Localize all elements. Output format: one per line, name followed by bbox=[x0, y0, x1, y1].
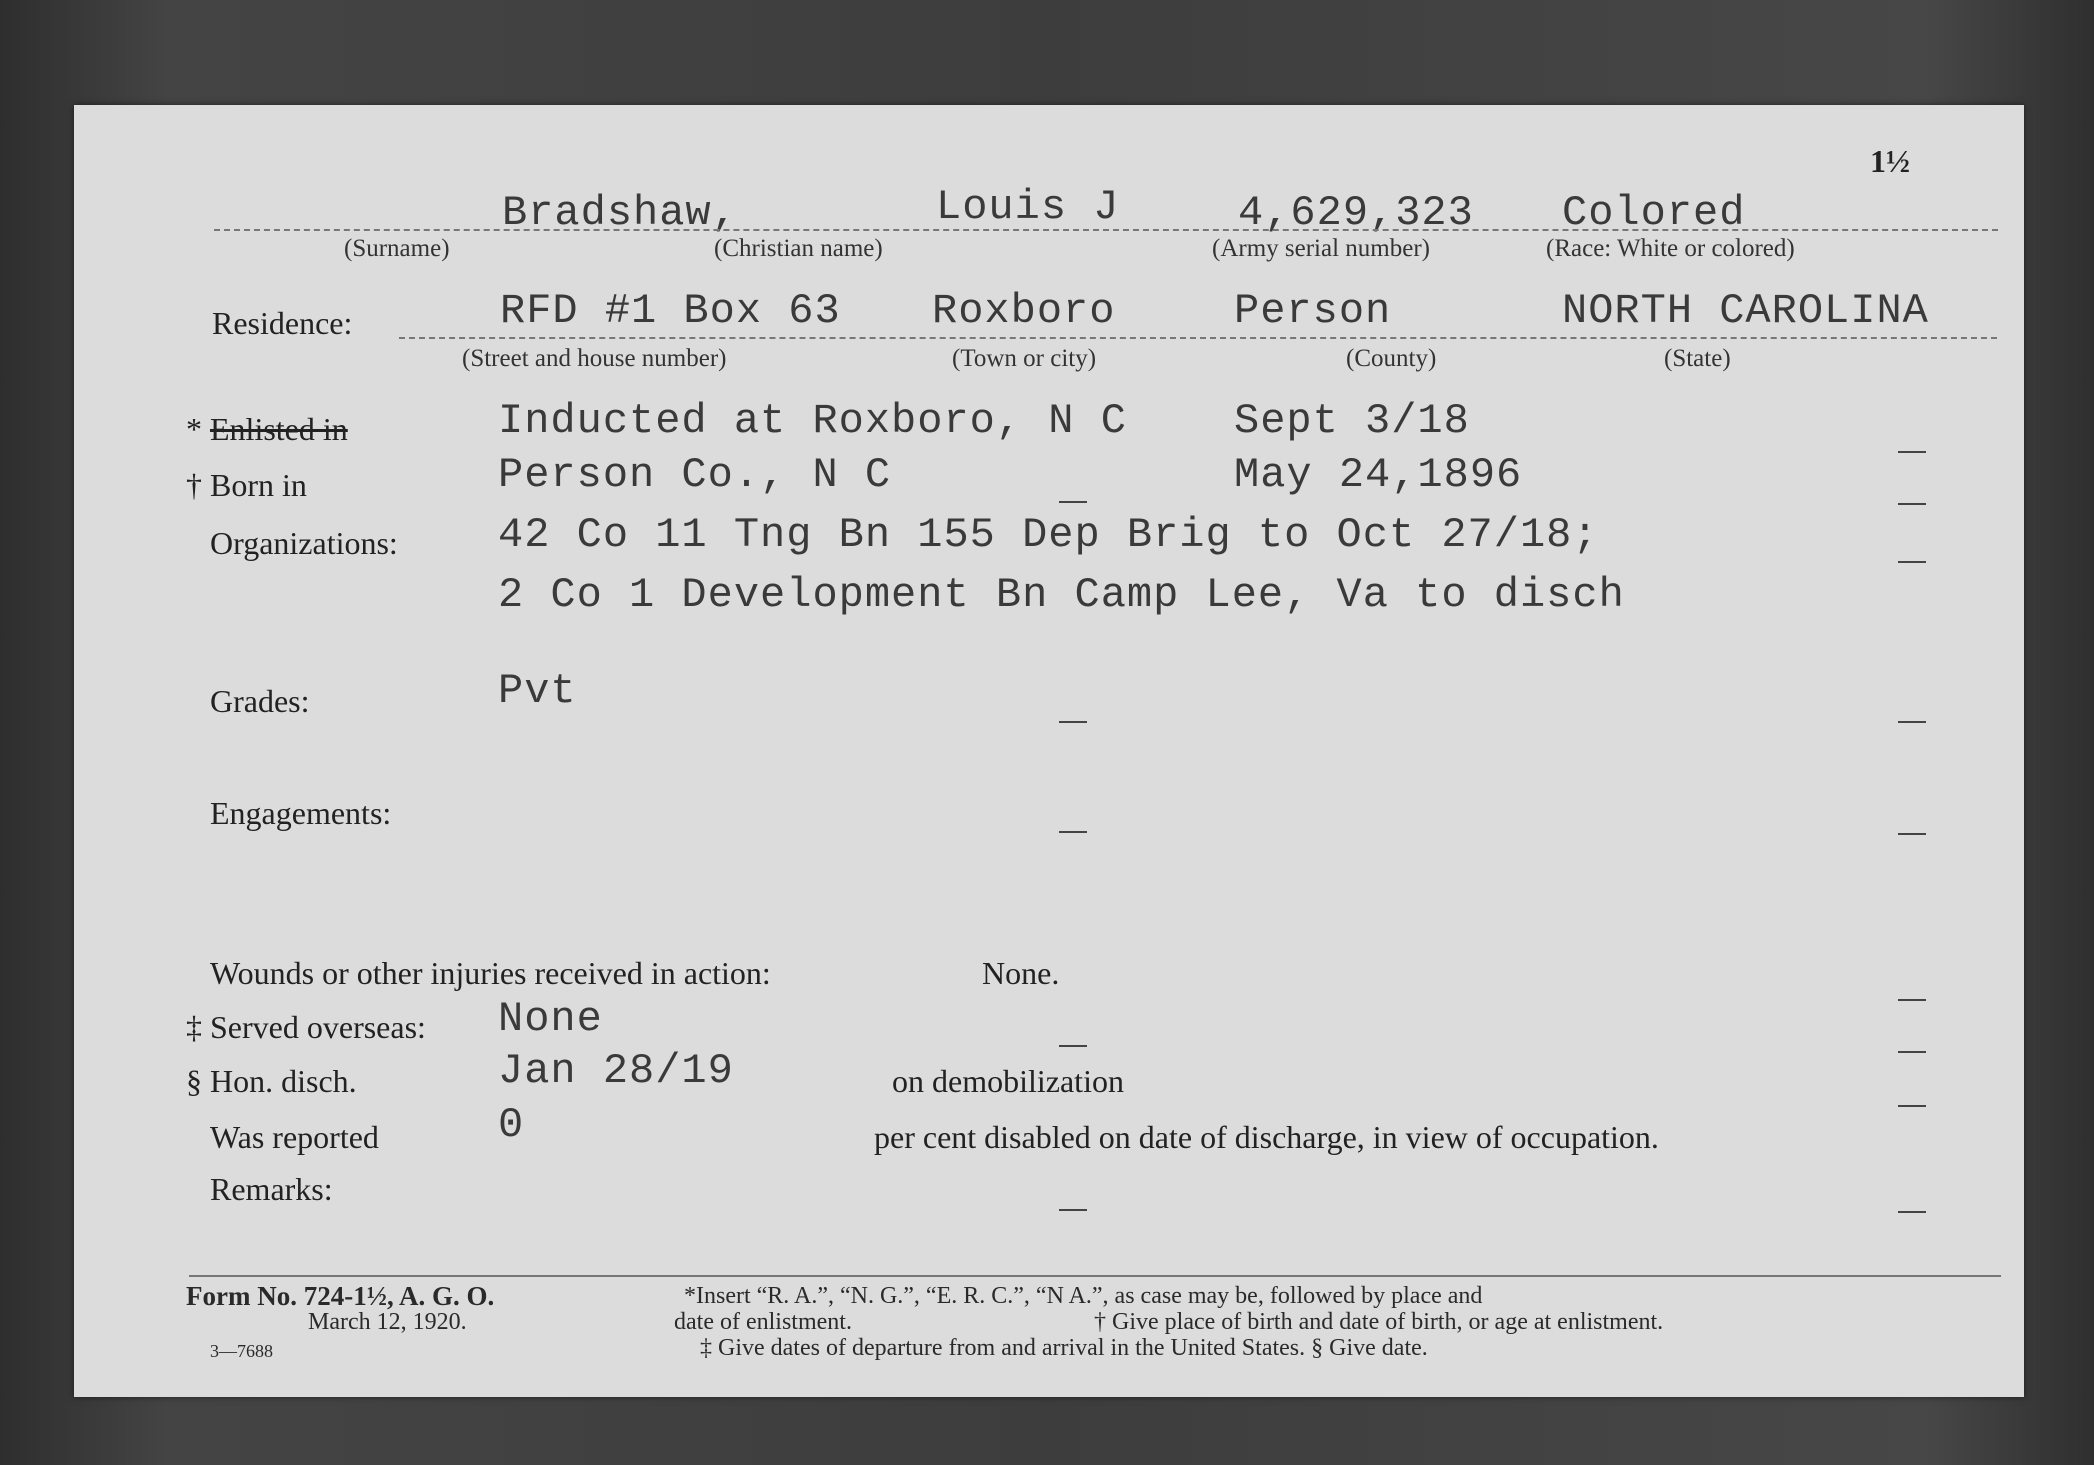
blank-dash bbox=[1059, 501, 1087, 503]
reported-label: Was reported bbox=[210, 1119, 379, 1155]
born-date: May 24,1896 bbox=[1234, 451, 1523, 499]
residence-dotted-line bbox=[399, 337, 1997, 339]
blank-dash bbox=[1059, 1045, 1087, 1047]
residence-street-value: RFD #1 Box 63 bbox=[500, 287, 841, 335]
print-code: 3—7688 bbox=[210, 1341, 273, 1361]
born-label: Born in bbox=[210, 467, 307, 503]
organizations-line1: 42 Co 11 Tng Bn 155 Dep Brig to Oct 27/18; bbox=[498, 511, 1599, 559]
blank-dash bbox=[1898, 721, 1926, 723]
footnote-2a: date of enlistment. bbox=[674, 1309, 852, 1335]
residence-county-value: Person bbox=[1234, 287, 1392, 335]
blank-dash bbox=[1059, 1209, 1087, 1211]
service-record-card bbox=[74, 105, 2024, 1397]
card-number: 1½ bbox=[1870, 143, 1910, 179]
grades-value: Pvt bbox=[498, 667, 577, 715]
footnote-3: ‡ Give dates of departure from and arrival in the United States. § Give date. bbox=[700, 1335, 1428, 1361]
blank-dash bbox=[1898, 1105, 1926, 1107]
grades-label: Grades: bbox=[210, 683, 310, 719]
street-caption: (Street and house number) bbox=[462, 345, 727, 372]
state-caption: (State) bbox=[1664, 345, 1731, 372]
form-date: March 12, 1920. bbox=[308, 1309, 467, 1335]
reported-suffix: per cent disabled on date of discharge, in view of occupation. bbox=[874, 1119, 1659, 1155]
remarks-label: Remarks: bbox=[210, 1171, 333, 1207]
name-dotted-line bbox=[214, 229, 1998, 231]
disch-value: Jan 28/19 bbox=[498, 1047, 734, 1095]
christian-name-caption: (Christian name) bbox=[714, 235, 883, 262]
disch-marker: § bbox=[186, 1063, 202, 1099]
race-caption: (Race: White or colored) bbox=[1546, 235, 1795, 262]
blank-dash bbox=[1898, 503, 1926, 505]
race-value: Colored bbox=[1562, 189, 1746, 237]
blank-dash bbox=[1898, 1211, 1926, 1213]
blank-dash bbox=[1898, 1051, 1926, 1053]
disch-suffix: on demobilization bbox=[892, 1063, 1124, 1099]
footnote-1: *Insert “R. A.”, “N. G.”, “E. R. C.”, “N A.”, as case may be, followed by place and bbox=[684, 1283, 1483, 1309]
born-marker: † bbox=[186, 467, 202, 503]
blank-dash bbox=[1059, 831, 1087, 833]
county-caption: (County) bbox=[1346, 345, 1437, 372]
surname-value: Bradshaw, bbox=[502, 189, 738, 237]
footer-rule bbox=[189, 1275, 2001, 1277]
blank-dash bbox=[1059, 721, 1087, 723]
overseas-label: Served overseas: bbox=[210, 1009, 426, 1045]
christian-name-value: Louis J bbox=[936, 183, 1120, 231]
wounds-value: None. bbox=[982, 955, 1060, 991]
residence-town-value: Roxboro bbox=[932, 287, 1116, 335]
organizations-label: Organizations: bbox=[210, 525, 398, 561]
enlisted-value: Inducted at Roxboro, N C bbox=[498, 397, 1127, 445]
disch-label: Hon. disch. bbox=[210, 1063, 357, 1099]
footnote-2b: † Give place of birth and date of birth, or age at enlistment. bbox=[1094, 1309, 1664, 1335]
reported-value: 0 bbox=[498, 1101, 525, 1149]
blank-dash bbox=[1898, 833, 1926, 835]
serial-number-caption: (Army serial number) bbox=[1212, 235, 1430, 262]
residence-state-value: NORTH CAROLINA bbox=[1562, 287, 1929, 335]
blank-dash bbox=[1898, 561, 1926, 563]
surname-caption: (Surname) bbox=[344, 235, 450, 262]
town-caption: (Town or city) bbox=[952, 345, 1097, 372]
blank-dash bbox=[1898, 999, 1926, 1001]
organizations-line2: 2 Co 1 Development Bn Camp Lee, Va to disch bbox=[498, 571, 1625, 619]
enlisted-label: Enlisted in bbox=[210, 411, 348, 447]
residence-label: Residence: bbox=[212, 305, 353, 341]
overseas-value: None bbox=[498, 995, 603, 1043]
wounds-label: Wounds or other injuries received in action: bbox=[210, 955, 771, 991]
enlisted-date: Sept 3/18 bbox=[1234, 397, 1470, 445]
form-number: Form No. 724-1½, A. G. O. bbox=[186, 1281, 495, 1311]
enlisted-marker: * bbox=[186, 411, 202, 447]
blank-dash bbox=[1898, 451, 1926, 453]
born-value: Person Co., N C bbox=[498, 451, 892, 499]
engagements-label: Engagements: bbox=[210, 795, 392, 831]
overseas-marker: ‡ bbox=[186, 1009, 202, 1045]
serial-number-value: 4,629,323 bbox=[1238, 189, 1474, 237]
